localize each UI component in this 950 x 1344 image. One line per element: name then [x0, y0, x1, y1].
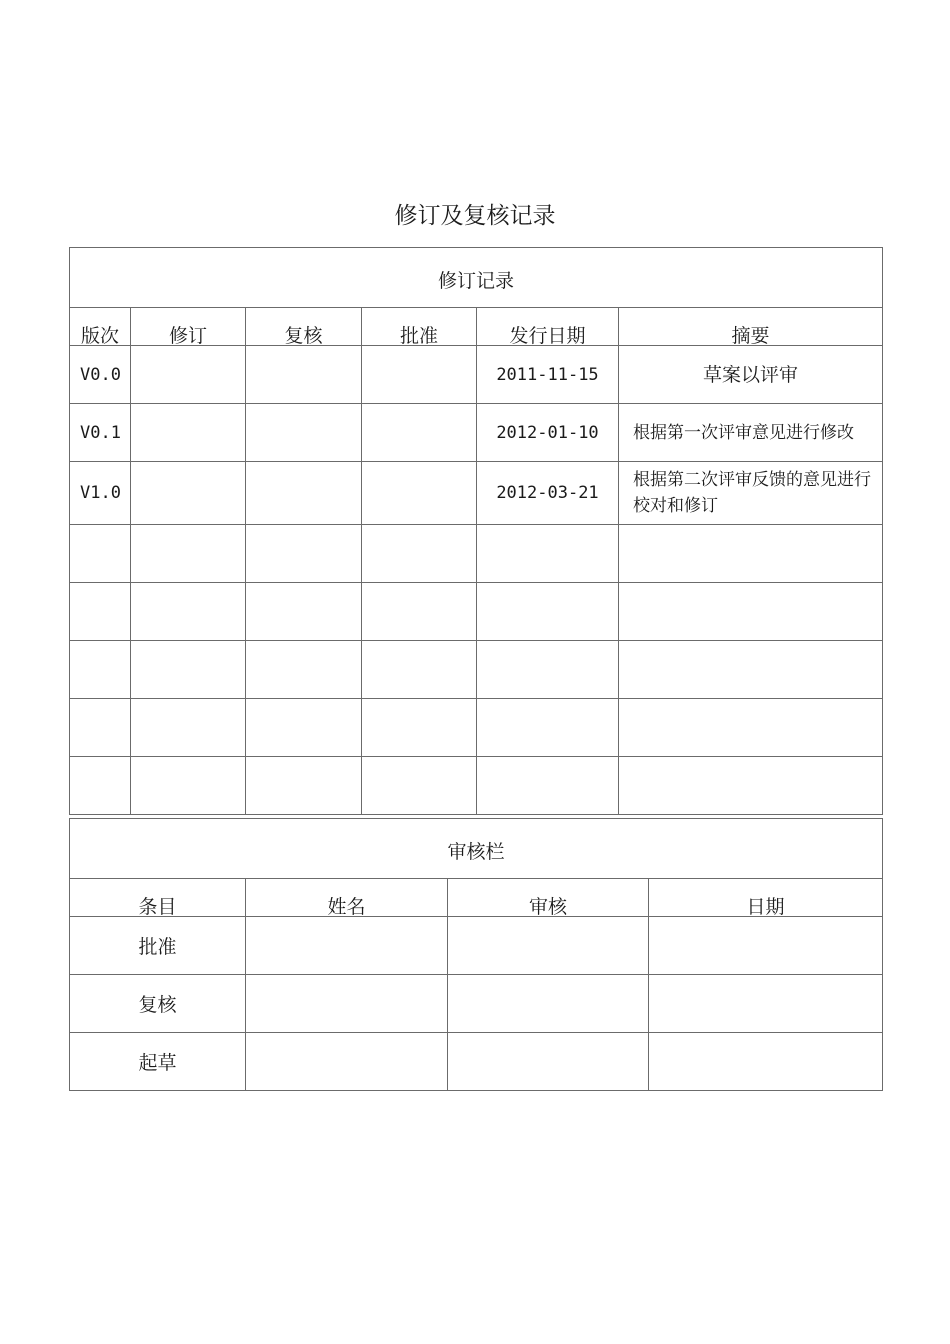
summary-cell: 根据第二次评审反馈的意见进行校对和修订 [619, 462, 883, 525]
review-section-table [69, 818, 883, 1091]
version-cell [70, 583, 131, 641]
header-release-date: 发行日期 [477, 308, 619, 346]
table-row [70, 346, 883, 404]
review-section-title-row [70, 819, 883, 879]
release-date-cell: 2011-11-15 [477, 346, 619, 404]
header-name: 姓名 [246, 879, 448, 917]
version-cell: V1.0 [70, 462, 131, 525]
table-row [70, 699, 883, 757]
reviewed-by-cell [246, 757, 362, 815]
review-cell [448, 1033, 649, 1091]
item-cell: 批准 [70, 917, 246, 975]
approved-by-cell [362, 346, 477, 404]
table-row [70, 975, 883, 1033]
approved-by-cell [362, 699, 477, 757]
table-row [70, 917, 883, 975]
header-summary: 摘要 [619, 308, 883, 346]
release-date-cell: 2012-01-10 [477, 404, 619, 462]
approved-by-cell [362, 525, 477, 583]
approved-by-cell [362, 462, 477, 525]
date-cell [649, 1033, 883, 1091]
header-version: 版次 [70, 308, 131, 346]
release-date-cell [477, 757, 619, 815]
reviewed-by-cell [246, 641, 362, 699]
version-cell: V0.1 [70, 404, 131, 462]
release-date-cell: 2012-03-21 [477, 462, 619, 525]
revision-section-title-row [70, 248, 883, 308]
name-cell [246, 917, 448, 975]
table-row [70, 641, 883, 699]
version-cell [70, 699, 131, 757]
revision-record-table [69, 247, 883, 815]
version-cell: V0.0 [70, 346, 131, 404]
release-date-cell [477, 583, 619, 641]
review-section-title: 审核栏 [70, 819, 883, 879]
summary-cell: 根据第一次评审意见进行修改 [619, 404, 883, 462]
release-date-cell [477, 699, 619, 757]
table-row [70, 583, 883, 641]
header-reviewed: 复核 [246, 308, 362, 346]
summary-cell: 草案以评审 [619, 346, 883, 404]
summary-cell [619, 641, 883, 699]
reviewed-by-cell [246, 525, 362, 583]
table-row [70, 757, 883, 815]
revised-by-cell [131, 462, 246, 525]
revised-by-cell [131, 404, 246, 462]
table-row [70, 462, 883, 525]
revision-section-title: 修订记录 [70, 248, 883, 308]
table-row [70, 1033, 883, 1091]
approved-by-cell [362, 583, 477, 641]
table-row [70, 525, 883, 583]
date-cell [649, 975, 883, 1033]
version-cell [70, 757, 131, 815]
document-title: 修订及复核记录 [394, 203, 556, 229]
summary-cell [619, 757, 883, 815]
header-revised: 修订 [131, 308, 246, 346]
release-date-cell [477, 641, 619, 699]
reviewed-by-cell [246, 699, 362, 757]
approved-by-cell [362, 757, 477, 815]
header-item: 条目 [70, 879, 246, 917]
version-cell [70, 525, 131, 583]
revised-by-cell [131, 699, 246, 757]
revised-by-cell [131, 583, 246, 641]
revised-by-cell [131, 346, 246, 404]
revised-by-cell [131, 641, 246, 699]
reviewed-by-cell [246, 462, 362, 525]
date-cell [649, 917, 883, 975]
release-date-cell [477, 525, 619, 583]
approved-by-cell [362, 404, 477, 462]
revised-by-cell [131, 525, 246, 583]
table-row [70, 404, 883, 462]
item-cell: 起草 [70, 1033, 246, 1091]
review-header-row [70, 879, 883, 917]
name-cell [246, 975, 448, 1033]
revised-by-cell [131, 757, 246, 815]
revision-header-row [70, 308, 883, 346]
summary-cell [619, 699, 883, 757]
reviewed-by-cell [246, 346, 362, 404]
reviewed-by-cell [246, 583, 362, 641]
header-date: 日期 [649, 879, 883, 917]
review-cell [448, 917, 649, 975]
item-cell: 复核 [70, 975, 246, 1033]
reviewed-by-cell [246, 404, 362, 462]
approved-by-cell [362, 641, 477, 699]
summary-cell [619, 583, 883, 641]
header-review: 审核 [448, 879, 649, 917]
review-cell [448, 975, 649, 1033]
name-cell [246, 1033, 448, 1091]
header-approved: 批准 [362, 308, 477, 346]
version-cell [70, 641, 131, 699]
summary-cell [619, 525, 883, 583]
